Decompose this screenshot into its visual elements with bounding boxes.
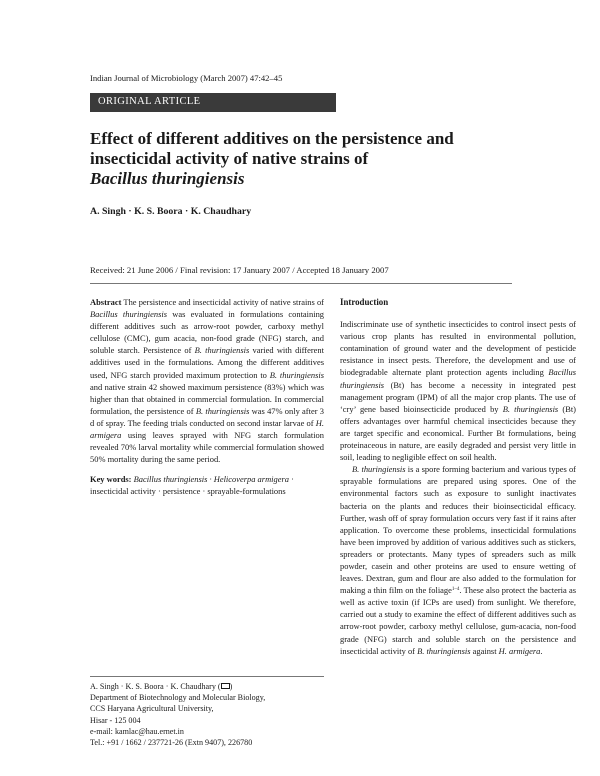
- intro-species: B. thuringiensis: [352, 464, 406, 475]
- abstract-text: and native strain 42 showed maximum persistence (83%) which was higher than that obtained in commercial formulation. In commercial formulation, the persistence of: [90, 381, 324, 416]
- abstract-text: varied with different additives used in the formulations. Among the different additives used, NFG starch provided maximum protection to: [90, 345, 324, 380]
- article-type-label: ORIGINAL ARTICLE: [98, 96, 201, 107]
- right-column: [340, 296, 576, 657]
- keywords-species: Bacillus thuringiensis · Helicoverpa armigera: [131, 474, 289, 485]
- envelope-icon: [221, 683, 230, 689]
- affiliation-names-text: A. Singh · K. S. Boora · K. Chaudhary (: [90, 682, 221, 691]
- intro-paragraph-1: [340, 318, 576, 463]
- header-divider: [90, 283, 512, 284]
- intro-text: . These also protect the bacteria as well as active toxin (if ICPs are used) from sunlight. We therefore, carried out a study to examine the effect of different additives such as arrow-root powder, carboxy methyl cellulose, gum-acacia, non-food grade (NFG) starch and soluble starch on the persistence and insecticidal activity of: [340, 585, 576, 656]
- affiliation-dept: Department of Biotechnology and Molecular Biology,: [90, 693, 266, 703]
- intro-species: B. thuringiensis: [417, 645, 471, 656]
- intro-species: Bacillus thuringiensis: [340, 367, 576, 390]
- abstract-text: using leaves sprayed with NFG starch formulation revealed 70% larval mortality while commercial formulation showed 50% mortality during the same period.: [90, 430, 324, 465]
- affiliation-univ: CCS Haryana Agricultural University,: [90, 704, 214, 714]
- abstract-label: Abstract: [90, 297, 122, 307]
- abstract-species: B. thuringiensis: [194, 345, 250, 356]
- affiliation-names: [90, 681, 324, 692]
- title-line-1: Effect of different additives on the persistence and: [90, 129, 454, 148]
- article-type-banner: [90, 93, 336, 112]
- title-line-2: insecticidal activity of native strains of: [90, 149, 369, 168]
- author-list: A. Singh · K. S. Boora · K. Chaudhary: [90, 206, 252, 217]
- abstract-species: B. thuringiensis: [269, 369, 324, 380]
- affiliation-tel: Tel.: +91 / 1662 / 237721-26 (Extn 9407), 226780: [90, 738, 253, 748]
- intro-text: (Bt) offers advantages over harmful chemical insecticides because they are target specific and economical. Further Bt formulations, being proteinaceous in nature, are easily degraded and persist very little in soil, leading to negligible effect on soil health.: [340, 403, 576, 463]
- intro-species: B. thuringiensis: [502, 403, 559, 414]
- section-heading-introduction: Introduction: [340, 297, 389, 307]
- abstract-species: Bacillus thuringiensis: [90, 309, 167, 320]
- abstract-text: was evaluated in formulations containing different additives such as arrow-root powder, carboxy methyl cellulose (CMC), gum acacia, non-food grade (NFG) starch, and soluble starch. Persistence of: [90, 309, 325, 356]
- affiliation-city: Hisar - 125 004: [90, 715, 141, 725]
- article-title: [90, 129, 510, 189]
- intro-species: H. armigera: [498, 645, 541, 656]
- left-column: [90, 296, 324, 498]
- author-affiliation: [90, 681, 324, 748]
- intro-paragraph-2: [340, 463, 576, 657]
- affiliation-names-close: ): [229, 682, 233, 691]
- submission-dates: Received: 21 June 2006 / Final revision: 17 January 2007 / Accepted 18 January 2007: [90, 265, 389, 275]
- title-line-3: Bacillus thuringiensis: [90, 169, 245, 188]
- abstract-text: was 47% only after 3 d of spray. The feeding trials conducted on second instar larvae of: [90, 405, 324, 428]
- citation-superscript: 1–4: [451, 587, 460, 593]
- keywords: [90, 473, 324, 497]
- intro-text: is a spore forming bacterium and various types of sprayable formulations are prepared using spores. One of the environmental factors such as exposure to sunlight inactivates bacteria on the plants and reduces their bioinsecticidal efficacy. Further, wash off of spray formulation occurs very fast if it rains after application. To overcome these problems, insecticidal formulations have been improved by addition of various additives such as stickers, spreaders or protectants. Many types of spreaders such as milk powder, casein and other proteins are used to ensure wetting of leaves. Dextran, gum and flour are also added to the formulation for making a thin film on the foliage: [340, 464, 576, 596]
- keywords-label: Key words:: [90, 474, 132, 485]
- affiliation-email: e-mail: kamlac@hau.ernet.in: [90, 726, 184, 736]
- intro-text: (Bt) has become a necessity in integrated pest management program (IPM) of all the major crop plants. The use of ‘cry’ gene based bioinsecticide produced by: [340, 379, 576, 414]
- intro-text: .: [540, 645, 543, 656]
- keywords-text: · insecticidal activity · persistence · sprayable-formulations: [90, 474, 294, 497]
- journal-citation: Indian Journal of Microbiology (March 2007) 47:42–45: [90, 73, 283, 83]
- abstract-text: The persistence and insecticidal activity of native strains of: [121, 297, 324, 307]
- intro-text: Indiscriminate use of synthetic insecticides to control insect pests of various crop plants has resulted in environmental pollution, contamination of ground water and the development of pesticide resistance in insect pests. Therefore, the development and use of biodegradable alternate plant protection agents including: [340, 319, 576, 378]
- abstract-species: B. thuringiensis: [195, 405, 250, 416]
- affiliation-divider: [90, 676, 324, 677]
- abstract-species: H. armigera: [90, 417, 324, 441]
- intro-text: against: [470, 645, 499, 656]
- abstract: [90, 296, 324, 465]
